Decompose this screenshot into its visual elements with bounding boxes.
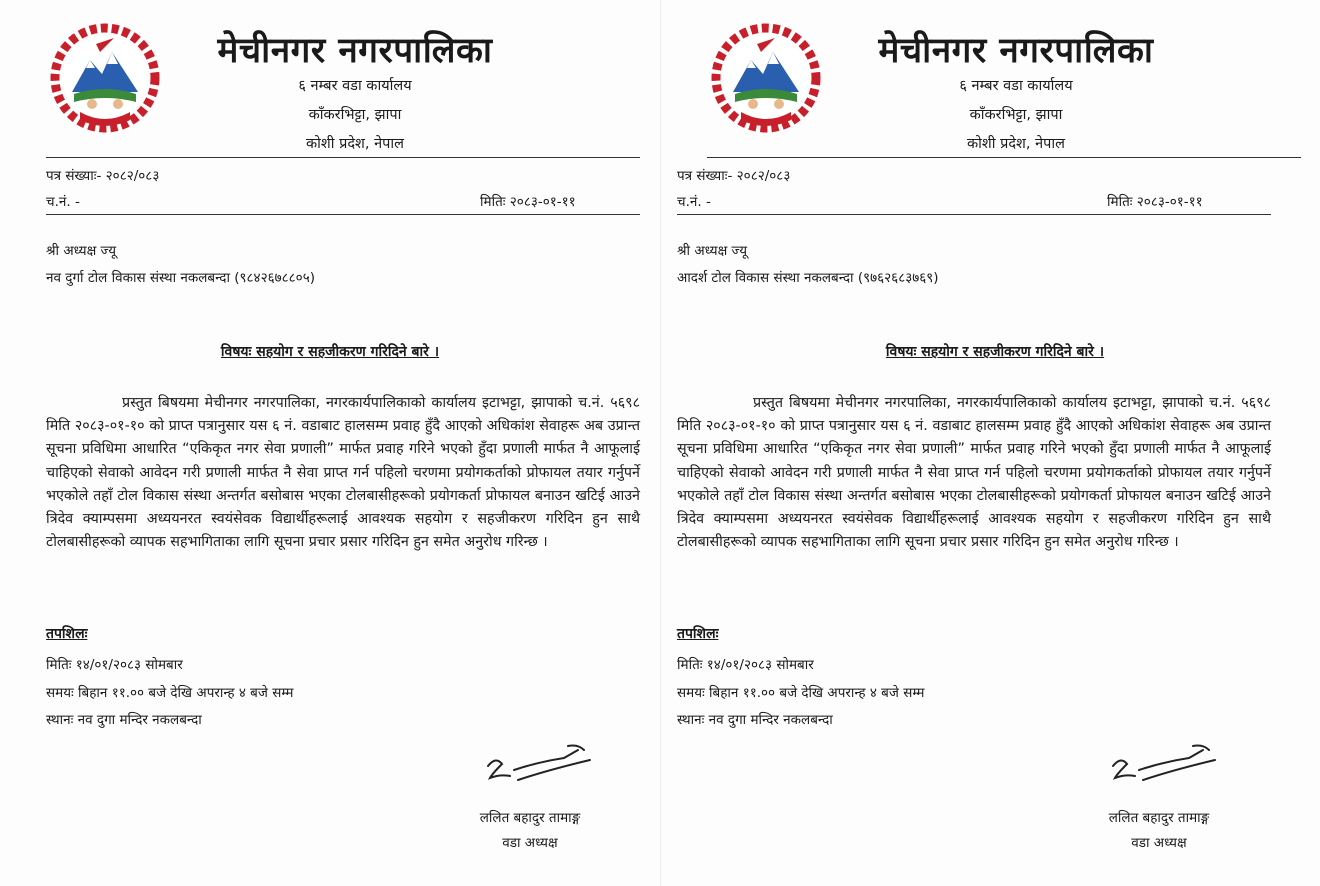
recipient-title: श्री अध्यक्ष ज्यू bbox=[46, 243, 117, 259]
dispatch-number: च.नं. - bbox=[677, 194, 711, 210]
details-heading: तपशिलः bbox=[677, 626, 719, 642]
signer-post: वडा अध्यक्ष bbox=[1131, 835, 1187, 851]
dispatch-number: च.नं. - bbox=[46, 194, 80, 210]
header-divider bbox=[707, 157, 1301, 158]
recipient-org: नव दुर्गा टोल विकास संस्था नकलबन्दा (९८४२६७८८०५) bbox=[46, 270, 315, 286]
ward-office: ६ नम्बर वडा कार्यालय bbox=[298, 78, 412, 94]
ward-office: ६ नम्बर वडा कार्यालय bbox=[959, 78, 1073, 94]
office-province: कोशी प्रदेश, नेपाल bbox=[305, 136, 404, 152]
details-time: समयः बिहान ११.०० बजे देखि अपरान्ह ४ बजे सम्म bbox=[46, 685, 294, 701]
office-location: काँकरभिट्टा, झापा bbox=[308, 107, 402, 123]
signature-image bbox=[478, 740, 598, 786]
details-date: मितिः १४/०१/२०८३ सोमबार bbox=[677, 657, 814, 673]
letter-body: प्रस्तुत बिषयमा मेचीनगर नगरपालिका, नगरकार्यपालिकाको कार्यालय इटाभट्टा, झापाको च.नं. ५६९८ मिति २०८३-०१-१० को प्राप्त पत्रानुसार यस ६ नं. वडाबाट हालसम्म प्रवाह हुँदै आएको अधिकांश सेवाहरू अब उप्रान्त सूचना प्रविधिमा आधारित “एकिकृत नगर सेवा प्रणाली” मार्फत प्रवाह गरिने भएको हुँदा प्रणाली मार्फत नै आफूलाई चाहिएको सेवाको आवेदन गरी प्रणाली मार्फत नै सेवा प्राप्त गर्न पहिलो चरणमा प्रयोगकर्ताको प्रोफायल तयार गर्नुपर्ने भएकोले तहाँ टोल विकास संस्था अन्तर्गत बसोबास भएका टोलबासीहरूको प्रयोगकर्ता प्रोफायल बनाउन खटिई आउने त्रिदेव क्याम्पसमा अध्ययनरत स्वयंसेवक विद्यार्थीहरूलाई आवश्यक सहयोग र सहजीकरण गरिदिन हुन साथै टोलबासीहरूको व्यापक सहभागिताका लागि सूचना प्रचार प्रसार गरिदिन हुन समेत अनुरोध गरिन्छ । bbox=[677, 395, 1271, 551]
letter-number: पत्र संख्याः- २०८२/०८३ bbox=[46, 168, 160, 184]
recipient-org: आदर्श टोल विकास संस्था नकलबन्दा (९७६२६८३७६९) bbox=[677, 270, 939, 286]
letter-body: प्रस्तुत बिषयमा मेचीनगर नगरपालिका, नगरकार्यपालिकाको कार्यालय इटाभट्टा, झापाको च.नं. ५६९८ मिति २०८३-०१-१० को प्राप्त पत्रानुसार यस ६ नं. वडाबाट हालसम्म प्रवाह हुँदै आएको अधिकांश सेवाहरू अब उप्रान्त सूचना प्रविधिमा आधारित “एकिकृत नगर सेवा प्रणाली” मार्फत प्रवाह गरिने भएको हुँदा प्रणाली मार्फत नै आफूलाई चाहिएको सेवाको आवेदन गरी प्रणाली मार्फत नै सेवा प्राप्त गर्न पहिलो चरणमा प्रयोगकर्ताको प्रोफायल तयार गर्नुपर्ने भएकोले तहाँ टोल विकास संस्था अन्तर्गत बसोबास भएका टोलबासीहरूको प्रयोगकर्ता प्रोफायल बनाउन खटिई आउने त्रिदेव क्याम्पसमा अध्ययनरत स्वयंसेवक विद्यार्थीहरूलाई आवश्यक सहयोग र सहजीकरण गरिदिन हुन साथै टोलबासीहरूको व्यापक सहभागिताका लागि सूचना प्रचार प्रसार गरिदिन हुन समेत अनुरोध गरिन्छ । bbox=[46, 395, 640, 551]
signature-image bbox=[1103, 740, 1223, 786]
header-divider bbox=[46, 157, 640, 158]
letter-number: पत्र संख्याः- २०८२/०८३ bbox=[677, 168, 791, 184]
municipality-title: मेचीनगर नगरपालिका bbox=[217, 31, 493, 71]
letter-date: मितिः २०८३-०१-११ bbox=[1107, 194, 1203, 210]
letter-subject: विषयः सहयोग र सहजीकरण गरिदिने बारे । bbox=[220, 344, 440, 360]
signer-name: ललित बहादुर तामाङ्ग bbox=[1108, 810, 1210, 826]
ref-divider bbox=[46, 214, 640, 215]
ref-divider bbox=[677, 214, 1271, 215]
details-date: मितिः १४/०१/२०८३ सोमबार bbox=[46, 657, 183, 673]
office-location: काँकरभिट्टा, झापा bbox=[969, 107, 1063, 123]
municipality-title: मेचीनगर नगरपालिका bbox=[878, 31, 1154, 71]
details-heading: तपशिलः bbox=[46, 626, 88, 642]
letter-subject: विषयः सहयोग र सहजीकरण गरिदिने बारे । bbox=[885, 344, 1105, 360]
letter-page-2 bbox=[660, 0, 1320, 886]
letter-date: मितिः २०८३-०१-११ bbox=[480, 194, 576, 210]
details-place: स्थानः नव दुगा मन्दिर नकलबन्दा bbox=[46, 712, 202, 728]
signer-post: वडा अध्यक्ष bbox=[502, 835, 558, 851]
details-place: स्थानः नव दुगा मन्दिर नकलबन्दा bbox=[677, 712, 833, 728]
office-province: कोशी प्रदेश, नेपाल bbox=[966, 136, 1065, 152]
recipient-title: श्री अध्यक्ष ज्यू bbox=[677, 243, 748, 259]
signer-name: ललित बहादुर तामाङ्ग bbox=[479, 810, 581, 826]
details-time: समयः बिहान ११.०० बजे देखि अपरान्ह ४ बजे सम्म bbox=[677, 685, 925, 701]
